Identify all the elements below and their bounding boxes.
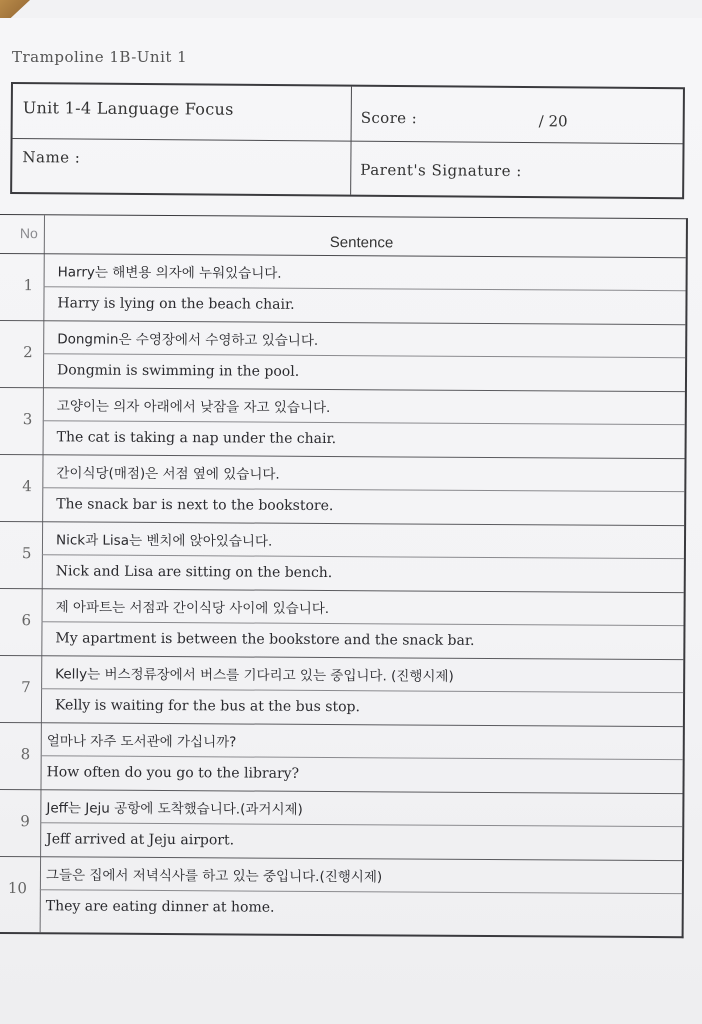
row-divider	[42, 621, 684, 626]
row-divider	[43, 420, 685, 425]
english-sentence: Harry is lying on the beach chair.	[57, 295, 295, 313]
column-header-no: No	[19, 225, 38, 242]
row-number: 7	[21, 678, 31, 697]
korean-sentence: Nick과 Lisa는 벤치에 앉아있습니다.	[55, 532, 273, 550]
english-sentence: How often do you go to the library?	[46, 764, 300, 782]
table-header-row	[0, 215, 686, 258]
row-number: 8	[20, 745, 31, 764]
parent-signature-label: Parent's Signature :	[360, 160, 522, 181]
table-row	[0, 588, 684, 660]
row-number: 4	[22, 477, 32, 496]
row-number: 5	[21, 544, 32, 563]
row-divider	[40, 822, 682, 827]
row-divider	[42, 487, 684, 492]
row-divider	[44, 286, 686, 291]
table-row	[0, 454, 685, 526]
korean-sentence: Dongmin은 수영장에서 수영하고 있습니다.	[57, 331, 319, 349]
sentence-table	[0, 214, 688, 938]
row-divider	[41, 755, 683, 760]
table-row	[0, 320, 685, 392]
row-number: 9	[20, 812, 30, 831]
score-label: Score :	[360, 108, 418, 128]
row-divider	[42, 554, 684, 559]
row-divider	[40, 889, 682, 894]
table-row	[0, 387, 685, 459]
korean-sentence: 고양이는 의자 아래에서 낮잠을 자고 있습니다.	[56, 398, 331, 417]
korean-sentence: 얼마나 자주 도서관에 가십니까?	[46, 733, 237, 751]
english-sentence: The snack bar is next to the bookstore.	[56, 496, 334, 515]
column-header-sentence: Sentence	[329, 234, 394, 252]
english-sentence: My apartment is between the bookstore and the snack bar.	[55, 630, 475, 649]
score-max: / 20	[538, 112, 568, 131]
table-row	[0, 722, 683, 794]
row-number: 6	[21, 611, 32, 630]
document-title: Trampoline 1B-Unit 1	[12, 48, 188, 66]
row-divider	[41, 688, 683, 693]
row-number: 10	[7, 879, 28, 898]
english-sentence: Jeff arrived at Jeju airport.	[46, 831, 235, 849]
table-row	[0, 789, 682, 861]
table-row	[0, 856, 682, 927]
english-sentence: The cat is taking a nap under the chair.	[56, 429, 337, 448]
row-divider	[43, 353, 685, 358]
english-sentence: Nick and Lisa are sitting on the bench.	[55, 563, 333, 582]
korean-sentence: 그들은 집에서 저녁식사를 하고 있는 중입니다.(진행시제)	[45, 867, 383, 886]
name-label: Name :	[22, 148, 81, 167]
korean-sentence: Harry는 해변용 의자에 누워있습니다.	[57, 264, 282, 282]
korean-sentence: 제 아파트는 서점과 간이식당 사이에 있습니다.	[55, 599, 330, 618]
unit-title: Unit 1-4 Language Focus	[22, 98, 234, 119]
korean-sentence: Jeff는 Jeju 공항에 도착했습니다.(과거시제)	[46, 800, 303, 818]
header-table	[10, 82, 685, 199]
header-row-divider	[13, 138, 683, 144]
korean-sentence: 간이식당(매점)은 서점 옆에 있습니다.	[56, 465, 280, 483]
row-number: 1	[23, 276, 34, 295]
table-row	[0, 655, 683, 727]
english-sentence: They are eating dinner at home.	[45, 898, 275, 916]
row-number: 2	[23, 343, 33, 362]
english-sentence: Dongmin is swimming in the pool.	[56, 362, 300, 380]
table-row	[0, 253, 686, 325]
row-number: 3	[22, 410, 33, 429]
korean-sentence: Kelly는 버스정류장에서 버스를 기다리고 있는 중입니다. (진행시제)	[55, 666, 454, 685]
english-sentence: Kelly is waiting for the bus at the bus stop.	[54, 697, 360, 716]
table-row	[0, 521, 684, 593]
